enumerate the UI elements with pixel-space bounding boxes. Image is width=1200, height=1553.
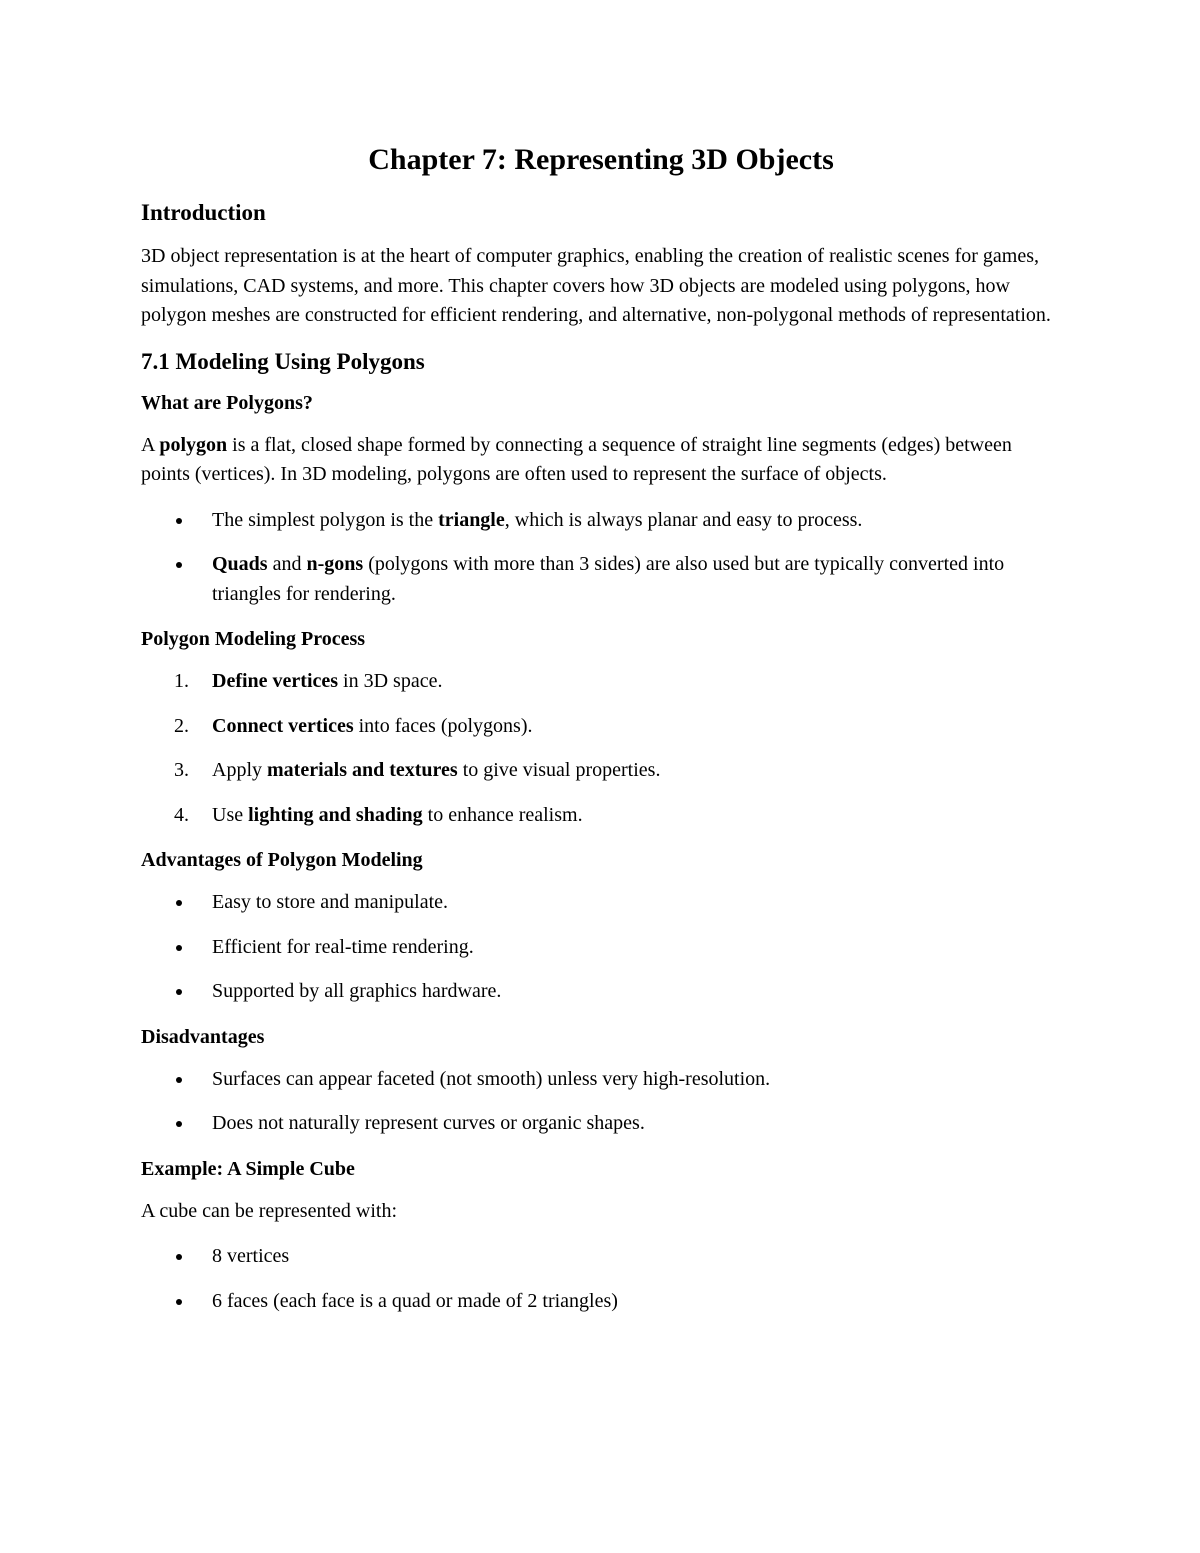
bold-term: Connect vertices — [212, 714, 354, 737]
intro-heading: Introduction — [141, 200, 266, 225]
disadvantages-heading: Disadvantages — [141, 1025, 265, 1048]
list-item-text: Easy to store and manipulate. — [212, 891, 449, 913]
list-item — [141, 933, 1061, 963]
text-run: Apply — [212, 759, 267, 781]
bullet-icon — [176, 900, 182, 906]
bold-term: materials and textures — [267, 759, 458, 781]
bold-term: lighting and shading — [248, 803, 423, 826]
list-item — [141, 1109, 1061, 1139]
list-item-text: Surfaces can appear faceted (not smooth) unless very high-resolution. — [212, 1067, 771, 1090]
list-item — [141, 1287, 1061, 1317]
chapter-title: Chapter 7: Representing 3D Objects — [368, 143, 834, 176]
text-run: A — [141, 433, 160, 456]
bullet-icon — [176, 989, 182, 995]
bullet-icon — [176, 1121, 182, 1127]
list-item — [141, 756, 1061, 786]
advantages-heading: Advantages of Polygon Modeling — [141, 849, 423, 871]
step-number: 1. — [174, 670, 189, 692]
text-run: and — [267, 553, 307, 575]
bullet-icon — [176, 1299, 182, 1305]
document-page — [141, 140, 1061, 1332]
polygon-definition-paragraph — [141, 431, 1061, 490]
intro-paragraph: 3D object representation is at the heart of computer graphics, enabling the creation of realistic scenes for games, simulations, CAD systems, and more. This chapter covers how 3D objects are modeled using polygons, how polygon meshes are constructed for efficient rendering, and alternative, non-polygonal methods of representation. — [141, 245, 1051, 326]
text-run: in 3D space. — [338, 670, 443, 692]
polygon-types-list — [141, 506, 1061, 610]
list-item — [141, 888, 1061, 918]
bullet-icon — [176, 518, 182, 524]
text-run: Use — [212, 803, 249, 826]
disadvantages-list — [141, 1065, 1061, 1139]
modeling-process-list — [141, 667, 1061, 830]
step-number: 4. — [174, 803, 189, 826]
list-item — [141, 667, 1061, 697]
list-item-text: 6 faces (each face is a quad or made of 2 triangles) — [212, 1289, 618, 1312]
list-item — [141, 1242, 1061, 1272]
list-item — [141, 801, 1061, 831]
text-run: (polygons with more than 3 sides) are also used but are typically converted into triangles for rendering. — [212, 553, 1005, 605]
list-item — [141, 977, 1061, 1007]
text-run: to give visual properties. — [457, 759, 661, 781]
list-item — [141, 506, 1061, 536]
list-item — [141, 712, 1061, 742]
step-number: 3. — [174, 759, 189, 781]
bullet-icon — [176, 1077, 182, 1083]
step-number: 2. — [174, 714, 189, 737]
section-7-1-heading: 7.1 Modeling Using Polygons — [141, 348, 425, 374]
text-run: into faces (polygons). — [353, 714, 533, 737]
text-run: The simplest polygon is the — [212, 508, 439, 531]
bullet-icon — [176, 945, 182, 951]
list-item-text: Efficient for real-time rendering. — [212, 935, 474, 958]
list-item-text: Does not naturally represent curves or organic shapes. — [212, 1112, 645, 1134]
example-heading: Example: A Simple Cube — [141, 1157, 355, 1180]
cube-list — [141, 1242, 1061, 1316]
what-are-polygons-heading: What are Polygons? — [141, 391, 313, 414]
bold-term-quads: Quads — [212, 553, 268, 575]
modeling-process-heading: Polygon Modeling Process — [141, 628, 366, 650]
list-item-text: 8 vertices — [212, 1245, 290, 1267]
list-item — [141, 550, 1061, 609]
text-run: to enhance realism. — [422, 803, 583, 826]
bold-term-triangle: triangle — [438, 508, 505, 531]
text-run: , which is always planar and easy to process. — [504, 508, 863, 531]
example-paragraph: A cube can be represented with: — [141, 1199, 398, 1222]
bold-term: Define vertices — [212, 670, 339, 692]
bullet-icon — [176, 562, 182, 568]
list-item — [141, 1065, 1061, 1095]
bullet-icon — [176, 1254, 182, 1260]
text-run: is a flat, closed shape formed by connecting a sequence of straight line segments (edges) between points (vertices). In 3D modeling, polygons are often used to represent the surface of objects. — [141, 433, 1012, 485]
list-item-text: Supported by all graphics hardware. — [212, 980, 502, 1002]
advantages-list — [141, 888, 1061, 1007]
bold-term-ngons: n-gons — [306, 553, 364, 575]
bold-term-polygon: polygon — [159, 433, 228, 456]
